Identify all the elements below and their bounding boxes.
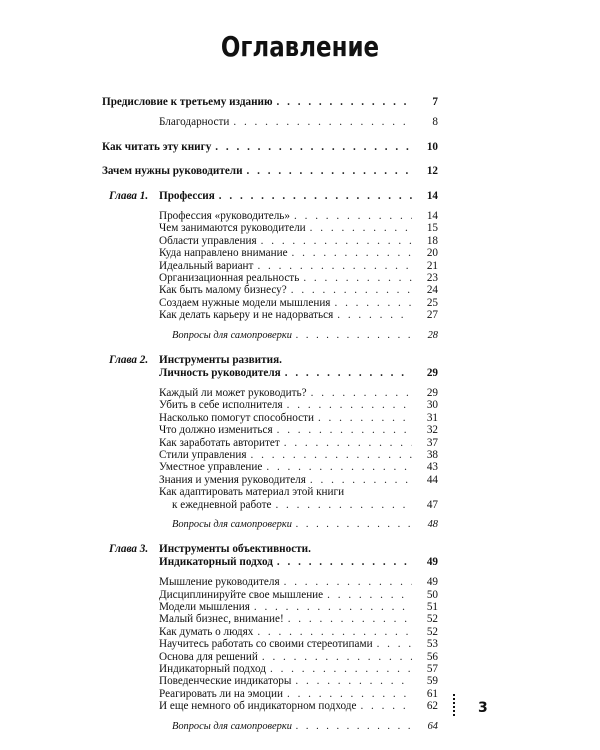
- toc-page-number: 28: [427, 329, 438, 341]
- toc-entry[interactable]: [102, 700, 438, 712]
- toc-entry[interactable]: [102, 247, 438, 259]
- toc-page-number: 31: [426, 411, 438, 424]
- toc-entry-label: Идеальный вариант: [159, 259, 254, 272]
- toc-entry-label: Уместное управление: [159, 461, 263, 474]
- toc-page-number: 23: [426, 272, 438, 285]
- leader-dots: [277, 424, 412, 436]
- toc-entry[interactable]: [102, 675, 438, 687]
- toc-entry-label: Как читать эту книгу: [102, 140, 212, 153]
- toc-page-number: 14: [426, 189, 438, 202]
- toc-entry-label: Убить в себе исполнителя: [159, 399, 283, 412]
- toc-chapter-2[interactable]: [102, 354, 438, 366]
- toc-page-number: 44: [426, 473, 438, 486]
- toc-page-number: 29: [426, 366, 438, 379]
- toc-entry-label: Мышление руководителя: [159, 576, 280, 589]
- toc-entry-label: Поведенческие индикаторы: [159, 675, 292, 688]
- folio-dotted-rule: [453, 694, 455, 718]
- leader-dots: [295, 675, 412, 687]
- toc-entry-label: Что должно измениться: [159, 424, 273, 437]
- toc-entry-label: Как быть малому бизнесу?: [159, 284, 287, 297]
- leader-dots: [296, 330, 412, 342]
- toc-entry-label: Научитесь работать со своими стереотипами: [159, 638, 373, 651]
- leader-dots: [275, 499, 412, 511]
- toc-entry[interactable]: [102, 461, 438, 473]
- toc-entry-label: Дисциплинируйте свое мышление: [159, 588, 324, 601]
- toc-entry-label: Инструменты объективности.: [159, 543, 311, 556]
- toc-page-number: 47: [426, 498, 438, 511]
- chapter-number: Глава 3.: [109, 543, 149, 556]
- toc-entry-label: Насколько помогут способности: [159, 411, 314, 424]
- toc-page-number: 49: [426, 576, 438, 589]
- toc-entry[interactable]: [102, 235, 438, 247]
- toc-entry[interactable]: [102, 284, 438, 296]
- leader-dots: [287, 688, 412, 700]
- toc-entry[interactable]: [102, 613, 438, 625]
- toc-entry[interactable]: [102, 576, 438, 588]
- toc-entry[interactable]: [102, 424, 438, 436]
- toc-page-number: 20: [426, 247, 438, 260]
- toc-chapter-3[interactable]: [102, 543, 438, 555]
- toc-entry[interactable]: [102, 272, 438, 284]
- toc-page-number: 21: [426, 259, 438, 272]
- toc-page-number: 12: [426, 165, 438, 178]
- toc-page-number: 61: [426, 687, 438, 700]
- toc-chapter-3-line2[interactable]: [102, 556, 438, 568]
- toc-entry-preface[interactable]: [102, 96, 438, 108]
- toc-entry-label: Вопросы для самопроверки: [172, 329, 292, 341]
- toc-entry[interactable]: [102, 297, 438, 309]
- chapter-number: Глава 2.: [109, 354, 149, 367]
- leader-dots: [261, 235, 412, 247]
- toc-entry-questions[interactable]: [102, 330, 438, 342]
- toc-page-number: 49: [426, 555, 438, 568]
- toc-entry[interactable]: [102, 116, 438, 128]
- chapter-number: Глава 1.: [109, 189, 149, 202]
- toc-entry-label: Как думать о людях: [159, 625, 254, 638]
- toc-entry[interactable]: [102, 309, 438, 321]
- leader-dots: [337, 309, 412, 321]
- toc-entry-label: Благодарности: [159, 116, 230, 129]
- toc-entry[interactable]: [102, 688, 438, 700]
- leader-dots: [334, 297, 412, 309]
- toc-page-number: 30: [426, 399, 438, 412]
- leader-dots: [284, 576, 412, 588]
- leader-dots: [318, 412, 412, 424]
- toc-entry-label: Вопросы для самопроверки: [172, 518, 292, 530]
- toc-entry-label: Модели мышления: [159, 601, 250, 613]
- toc-entry-label: Вопросы для самопроверки: [172, 720, 292, 732]
- leader-dots: [257, 260, 412, 272]
- toc-page-number: 27: [426, 309, 438, 322]
- toc-page-number: 53: [426, 638, 438, 651]
- toc-page-number: 14: [426, 210, 438, 223]
- leader-dots: [233, 116, 412, 128]
- toc-entry-label: Реагировать ли на эмоции: [159, 687, 283, 700]
- toc-entry-questions[interactable]: [102, 721, 438, 733]
- leader-dots: [310, 222, 412, 234]
- toc-entry-label: Профессия: [159, 189, 215, 202]
- table-of-contents: [102, 96, 438, 733]
- leader-dots: [296, 519, 412, 531]
- leader-dots: [262, 651, 412, 663]
- toc-entry[interactable]: [102, 651, 438, 663]
- toc-page-number: 18: [426, 234, 438, 247]
- leader-dots: [247, 165, 412, 177]
- toc-page-number: 52: [426, 613, 438, 626]
- page-number: 3: [478, 700, 488, 716]
- leader-dots: [266, 461, 412, 473]
- toc-entry-label: Чем занимаются руководители: [159, 222, 306, 235]
- leader-dots: [291, 284, 412, 296]
- leader-dots: [327, 589, 412, 601]
- toc-entry[interactable]: [102, 449, 438, 461]
- toc-entry-questions[interactable]: [102, 519, 438, 531]
- toc-chapter-2-line2[interactable]: [102, 367, 438, 379]
- toc-page-number: 52: [426, 625, 438, 638]
- toc-entry-label: Стили управления: [159, 448, 247, 461]
- toc-page-number: 57: [426, 663, 438, 676]
- leader-dots: [292, 247, 412, 259]
- toc-page-number: 48: [427, 518, 438, 530]
- toc-entry[interactable]: [102, 589, 438, 601]
- leader-dots: [257, 626, 412, 638]
- page-title: Оглавление: [220, 30, 380, 63]
- toc-chapter-1[interactable]: [102, 190, 438, 202]
- leader-dots: [277, 556, 412, 568]
- leader-dots: [215, 141, 412, 153]
- leader-dots: [296, 721, 412, 733]
- toc-entry-label: Основа для решений: [159, 650, 258, 663]
- toc-entry[interactable]: [102, 210, 438, 222]
- toc-entry[interactable]: [102, 399, 438, 411]
- leader-dots: [270, 663, 412, 675]
- toc-entry-label: И еще немного об индикаторном подходе: [159, 700, 357, 713]
- leader-dots: [284, 437, 412, 449]
- toc-entry-label: Предисловие к третьему изданию: [102, 96, 273, 108]
- toc-page-number: 43: [426, 461, 438, 474]
- leader-dots: [311, 387, 412, 399]
- toc-entry[interactable]: [102, 663, 438, 675]
- toc-entry[interactable]: [102, 486, 438, 498]
- toc-page-number: 32: [426, 424, 438, 437]
- toc-entry-label: Куда направлено внимание: [159, 247, 288, 260]
- leader-dots: [360, 700, 412, 712]
- toc-page-number: 25: [426, 296, 438, 309]
- leader-dots: [287, 399, 412, 411]
- toc-entry-continued[interactable]: [102, 499, 438, 511]
- toc-entry[interactable]: [102, 601, 438, 613]
- toc-page-number: 7: [432, 96, 438, 108]
- toc-entry-label: Инструменты развития.: [159, 354, 282, 367]
- toc-entry-label: Знания и умения руководителя: [159, 473, 306, 486]
- toc-entry-label: Как делать карьеру и не надорваться: [159, 309, 334, 322]
- toc-entry-label: Как заработать авторитет: [159, 436, 280, 449]
- leader-dots: [288, 613, 412, 625]
- toc-entry[interactable]: [102, 260, 438, 272]
- toc-page-number: 50: [426, 588, 438, 601]
- leader-dots: [310, 474, 412, 486]
- toc-entry-label: Малый бизнес, внимание!: [159, 613, 284, 626]
- toc-page-number: 37: [426, 436, 438, 449]
- leader-dots: [294, 210, 412, 222]
- toc-page-number: 59: [426, 675, 438, 688]
- toc-entry[interactable]: [102, 387, 438, 399]
- toc-page-number: 64: [427, 720, 438, 732]
- toc-page-number: 51: [426, 601, 438, 613]
- toc-entry-label: Организационная реальность: [159, 272, 300, 285]
- toc-page-number: 8: [432, 116, 438, 129]
- toc-entry-why-managers[interactable]: [102, 165, 438, 177]
- toc-entry[interactable]: [102, 412, 438, 424]
- leader-dots: [377, 638, 412, 650]
- toc-page-number: 24: [426, 284, 438, 297]
- toc-entry-label: Зачем нужны руководители: [102, 165, 243, 178]
- toc-entry-how-to-read[interactable]: [102, 141, 438, 153]
- toc-entry-label: Области управления: [159, 234, 257, 247]
- leader-dots: [254, 601, 412, 613]
- leader-dots: [219, 190, 412, 202]
- toc-entry-label-continued: Личность руководителя: [159, 366, 281, 379]
- toc-entry-label: Индикаторный подход: [159, 663, 266, 676]
- toc-entry[interactable]: [102, 638, 438, 650]
- toc-entry[interactable]: [102, 626, 438, 638]
- toc-entry-label-continued: Индикаторный подход: [159, 555, 273, 568]
- toc-page-number: 62: [426, 700, 438, 713]
- toc-page-number: 56: [426, 650, 438, 663]
- toc-page-number: 29: [426, 386, 438, 399]
- leader-dots: [277, 96, 412, 108]
- toc-entry-label: Каждый ли может руководить?: [159, 386, 307, 399]
- toc-entry[interactable]: [102, 474, 438, 486]
- toc-entry-label: Создаем нужные модели мышления: [159, 296, 331, 309]
- toc-page-number: 10: [426, 140, 438, 153]
- leader-dots: [251, 449, 412, 461]
- toc-entry-label: Как адаптировать материал этой книги: [159, 486, 345, 499]
- toc-page-number: 15: [426, 222, 438, 235]
- leader-dots: [303, 272, 412, 284]
- toc-page-number: 38: [426, 448, 438, 461]
- toc-entry[interactable]: [102, 222, 438, 234]
- leader-dots: [285, 367, 412, 379]
- toc-entry-label-continued: к ежедневной работе: [172, 498, 272, 511]
- toc-entry[interactable]: [102, 437, 438, 449]
- toc-entry-label: Профессия «руководитель»: [159, 210, 291, 223]
